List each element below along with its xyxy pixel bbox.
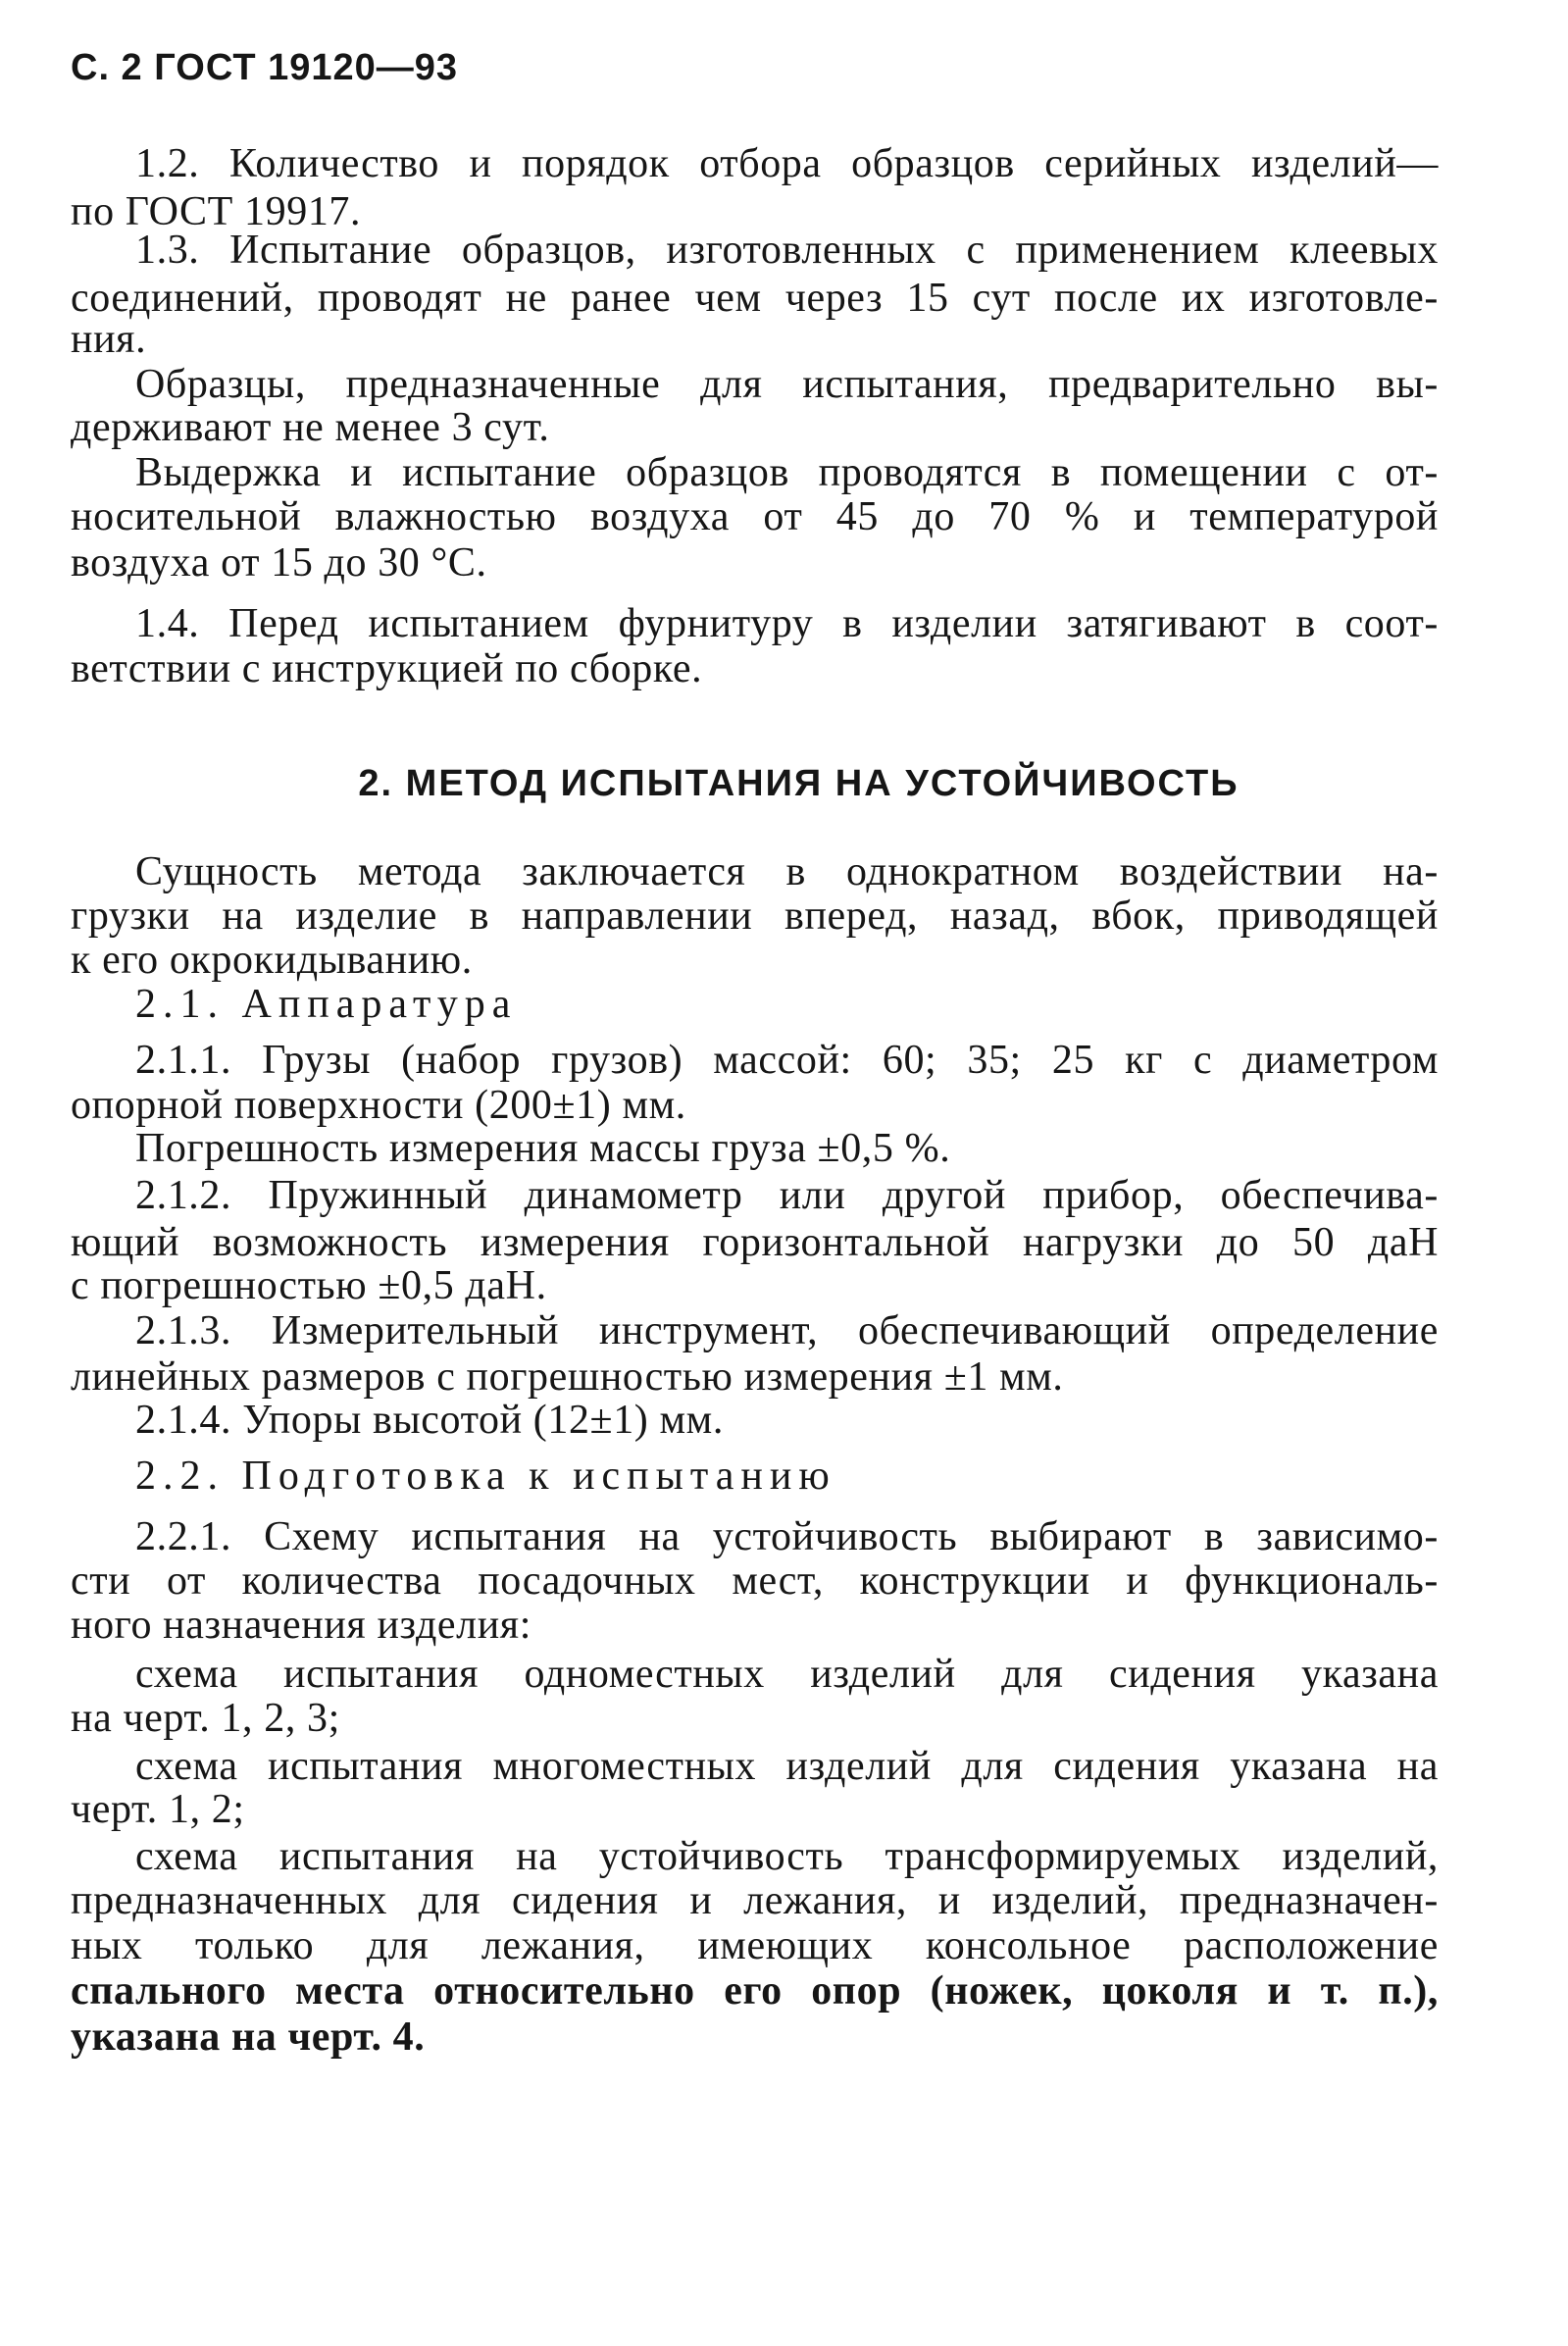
subsection-heading: 2.2. Подготовка к испытанию bbox=[135, 1454, 836, 1499]
paragraph-line: Сущность метода заключается в однократном воздействии на- bbox=[135, 849, 1439, 894]
paragraph-line: указана на черт. 4. bbox=[71, 2014, 426, 2060]
page-header: С. 2 ГОСТ 19120—93 bbox=[71, 47, 459, 88]
paragraph-line: 2.1.4. Упоры высотой (12±1) мм. bbox=[135, 1398, 724, 1443]
paragraph-line: держивают не менее 3 сут. bbox=[71, 405, 550, 450]
paragraph-line: спального места относительно его опор (ножек, цоколя и т. п.), bbox=[71, 1968, 1439, 2014]
paragraph-line: по ГОСТ 19917. bbox=[71, 189, 362, 234]
paragraph-line: 1.4. Перед испытанием фурнитуру в изделии затягивают в соот- bbox=[135, 601, 1439, 646]
paragraph-line: 2.1.2. Пружинный динамометр или другой прибор, обеспечива- bbox=[135, 1173, 1439, 1218]
paragraph-line: Выдержка и испытание образцов проводятся в помещении с от- bbox=[135, 450, 1439, 495]
paragraph-line: Образцы, предназначенные для испытания, предварительно вы- bbox=[135, 362, 1439, 407]
paragraph-line: к его окрокидыванию. bbox=[71, 938, 473, 983]
paragraph-line: ющий возможность измерения горизонтальной нагрузки до 50 даН bbox=[71, 1220, 1439, 1265]
paragraph-line: воздуха от 15 до 30 °С. bbox=[71, 540, 487, 586]
paragraph-line: черт. 1, 2; bbox=[71, 1787, 245, 1832]
paragraph-line: 2.1.3. Измерительный инструмент, обеспечивающий определение bbox=[135, 1308, 1439, 1353]
paragraph-line: 1.2. Количество и порядок отбора образцов серийных изделий— bbox=[135, 141, 1439, 186]
paragraph-line: с погрешностью ±0,5 даН. bbox=[71, 1263, 547, 1308]
paragraph-line: соединений, проводят не ранее чем через 15 сут после их изготовле- bbox=[71, 276, 1439, 321]
paragraph-line: предназначенных для сидения и лежания, и изделий, предназначен- bbox=[71, 1878, 1439, 1923]
paragraph-line: опорной поверхности (200±1) мм. bbox=[71, 1083, 686, 1128]
paragraph-line: ного назначения изделия: bbox=[71, 1603, 531, 1648]
paragraph-line: ветствии с инструкцией по сборке. bbox=[71, 646, 703, 691]
subsection-heading: 2.1. Аппаратура bbox=[135, 982, 518, 1027]
paragraph-line: сти от количества посадочных мест, конструкции и функциональ- bbox=[71, 1558, 1439, 1604]
paragraph-line: носительной влажностью воздуха от 45 до 70 % и температурой bbox=[71, 494, 1439, 539]
paragraph-line: грузки на изделие в направлении вперед, назад, вбок, приводящей bbox=[71, 893, 1439, 939]
paragraph-line: на черт. 1, 2, 3; bbox=[71, 1696, 340, 1741]
paragraph-line: схема испытания на устойчивость трансформируемых изделий, bbox=[135, 1834, 1439, 1879]
paragraph-line: ных только для лежания, имеющих консольное расположение bbox=[71, 1923, 1439, 1968]
section-title: 2. МЕТОД ИСПЫТАНИЯ НА УСТОЙЧИВОСТЬ bbox=[358, 763, 1239, 804]
paragraph-line: схема испытания многоместных изделий для сидения указана на bbox=[135, 1744, 1439, 1789]
paragraph-line: линейных размеров с погрешностью измерения ±1 мм. bbox=[71, 1354, 1064, 1400]
paragraph-line: 2.2.1. Схему испытания на устойчивость выбирают в зависимо- bbox=[135, 1514, 1439, 1559]
paragraph-line: схема испытания одноместных изделий для сидения указана bbox=[135, 1652, 1439, 1697]
paragraph-line: 1.3. Испытание образцов, изготовленных с применением клеевых bbox=[135, 228, 1439, 273]
paragraph-line: 2.1.1. Грузы (набор грузов) массой: 60; 35; 25 кг с диаметром bbox=[135, 1038, 1439, 1083]
paragraph-line: ния. bbox=[71, 317, 147, 362]
paragraph-line: Погрешность измерения массы груза ±0,5 %. bbox=[135, 1126, 951, 1171]
